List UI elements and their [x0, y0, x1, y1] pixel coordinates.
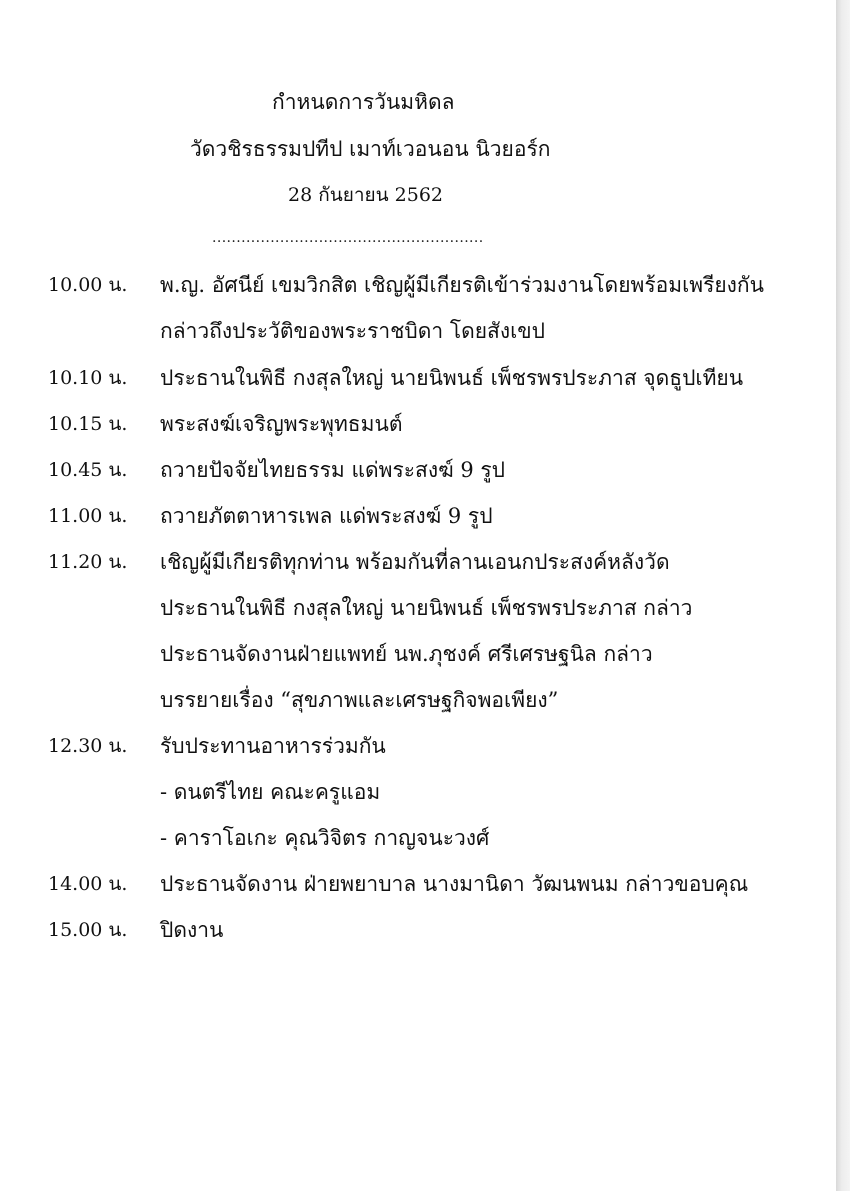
schedule-text: ปิดงาน — [160, 918, 224, 942]
schedule-text: ถวายปัจจัยไทยธรรม แด่พระสงฆ์ 9 รูป — [160, 458, 506, 482]
schedule-text: รับประทานอาหารร่วมกัน — [160, 734, 386, 758]
schedule-row — [0, 593, 836, 623]
schedule-row — [0, 915, 836, 945]
schedule-time: 11.20 น. — [48, 551, 128, 573]
schedule-time: 11.00 น. — [48, 505, 128, 527]
event-date: 28 กันยายน 2562 — [288, 184, 444, 206]
schedule-time: 10.45 น. — [48, 459, 128, 481]
schedule-text: ประธานในพิธี กงสุลใหญ่ นายนิพนธ์ เพ็ชรพรประภาส กล่าว — [160, 596, 693, 620]
schedule-text: บรรยายเรื่อง “สุขภาพและเศรษฐกิจพอเพียง” — [160, 688, 559, 712]
schedule-text: กล่าวถึงประวัติของพระราชบิดา โดยสังเขป — [160, 319, 545, 343]
schedule-row — [0, 777, 836, 807]
schedule-text: พระสงฆ์เจริญพระพุทธมนต์ — [160, 412, 403, 436]
schedule-row — [0, 409, 836, 439]
schedule-row — [0, 363, 836, 393]
schedule-text: พ.ญ. อัศนีย์ เขมวิกสิต เชิญผู้มีเกียรติเข้าร่วมงานโดยพร้อมเพรียงกัน — [160, 273, 765, 297]
schedule-row — [0, 823, 836, 853]
schedule-row — [0, 685, 836, 715]
schedule-row — [0, 639, 836, 669]
schedule-time: 15.00 น. — [48, 919, 128, 941]
schedule-row — [0, 501, 836, 531]
schedule-text: - คาราโอเกะ คุณวิจิตร กาญจนะวงศ์ — [160, 826, 490, 850]
schedule-text: ประธานจัดงาน ฝ่ายพยาบาล นางมานิดา วัฒนพนม กล่าวขอบคุณ — [160, 872, 749, 896]
schedule-time: 10.00 น. — [48, 274, 128, 296]
dotted-separator: ........................................................ — [212, 230, 484, 246]
page-title: กำหนดการวันมหิดล — [272, 90, 455, 114]
schedule-text: ถวายภัตตาหารเพล แด่พระสงฆ์ 9 รูป — [160, 504, 493, 528]
venue-title: วัดวชิรธรรมปทีป เมาท์เวอนอน นิวยอร์ก — [190, 137, 551, 161]
schedule-row — [0, 731, 836, 761]
schedule-row — [0, 316, 836, 346]
schedule-row — [0, 869, 836, 899]
schedule-text: - ดนตรีไทย คณะครูแอม — [160, 780, 381, 804]
schedule-text: เชิญผู้มีเกียรติทุกท่าน พร้อมกันที่ลานเอนกประสงค์หลังวัด — [160, 550, 670, 574]
page-edge-shadow — [836, 0, 850, 1191]
schedule-time: 14.00 น. — [48, 873, 128, 895]
schedule-text: ประธานจัดงานฝ่ายแพทย์ นพ.ภุชงค์ ศรีเศรษฐนิล กล่าว — [160, 642, 653, 666]
schedule-text: ประธานในพิธี กงสุลใหญ่ นายนิพนธ์ เพ็ชรพรประภาส จุดธูปเทียน — [160, 366, 744, 390]
schedule-row — [0, 455, 836, 485]
schedule-time: 10.15 น. — [48, 413, 128, 435]
schedule-time: 12.30 น. — [48, 735, 128, 757]
schedule-row — [0, 547, 836, 577]
schedule-time: 10.10 น. — [48, 367, 128, 389]
schedule-row — [0, 270, 836, 300]
